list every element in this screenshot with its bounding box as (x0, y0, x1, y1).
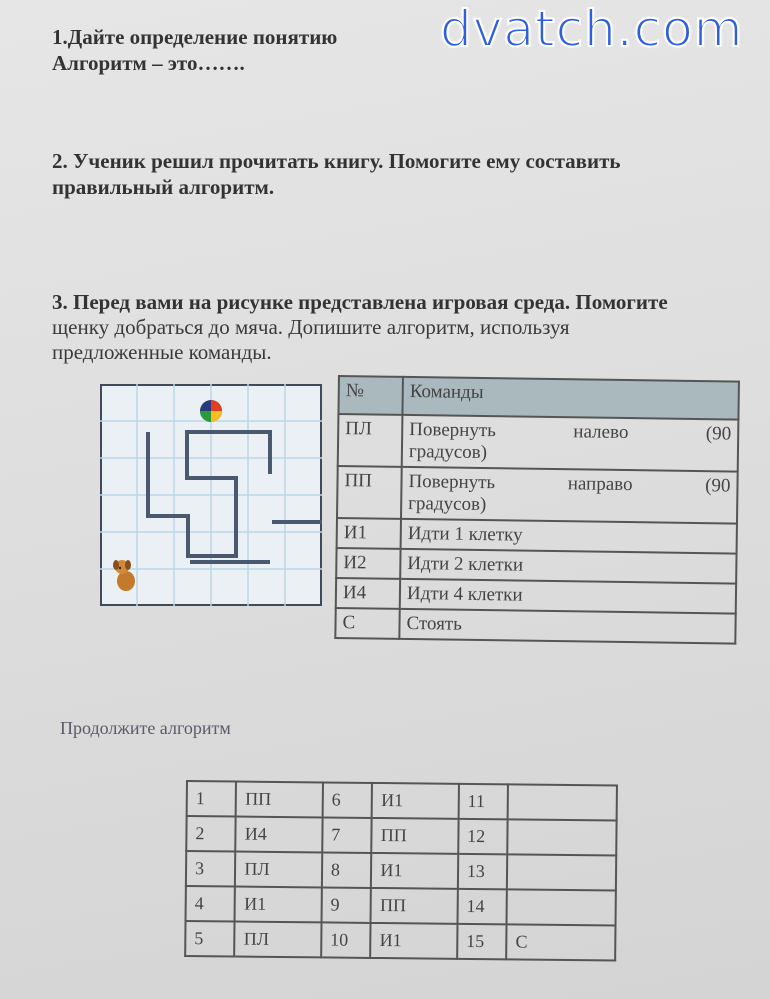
step-command: И1 (235, 887, 322, 923)
table-row (186, 816, 616, 856)
step-command: ПП (236, 782, 323, 818)
command-code: С (335, 608, 399, 639)
step-number: 1 (187, 781, 237, 817)
question-1 (52, 24, 452, 76)
command-code: И1 (337, 518, 401, 549)
step-number: 10 (321, 922, 371, 958)
command-code: И2 (336, 548, 400, 579)
step-number: 12 (458, 819, 508, 855)
step-number: 15 (457, 924, 507, 960)
step-command: ПЛ (235, 852, 322, 888)
step-command: ПП (372, 818, 459, 854)
command-description: Идти 1 клетку (401, 519, 737, 554)
command-description (402, 415, 739, 472)
table-row (187, 781, 617, 821)
maze-grid (100, 384, 322, 606)
command-word: Повернуть (409, 419, 497, 442)
step-command: И1 (371, 853, 458, 889)
step-number: 8 (322, 852, 372, 888)
question-3-line-1: 3. Перед вами на рисунке представлена игровая среда. Помогите (52, 290, 668, 314)
command-description: Идти 2 клетки (400, 549, 736, 584)
command-word: (90 (705, 475, 731, 497)
question-3 (52, 290, 752, 365)
step-command: ПЛ (235, 922, 322, 958)
table-row (337, 466, 738, 524)
table-row (335, 608, 735, 644)
step-number: 7 (322, 817, 372, 853)
header-number: № (338, 376, 403, 415)
command-word: налево (573, 421, 629, 444)
continue-algorithm-label: Продолжите алгоритм (60, 718, 231, 738)
step-command (507, 854, 616, 890)
question-2 (52, 148, 712, 200)
question-1-line-1: 1.Дайте определение понятию (52, 25, 338, 49)
step-number: 6 (323, 782, 373, 818)
command-description: Идти 4 клетки (400, 579, 736, 614)
question-2-line-1: 2. Ученик решил прочитать книгу. Помогите ему составить (52, 149, 621, 173)
step-command (507, 819, 616, 855)
command-word: (90 (705, 423, 732, 445)
command-word: направо (567, 473, 633, 496)
step-number: 2 (186, 816, 236, 852)
question-3-line-3: предложенные команды. (52, 340, 272, 364)
question-3-line-2: щенку добраться до мяча. Допишите алгоритм, используя (52, 315, 570, 339)
command-description: Стоять (399, 609, 735, 644)
question-1-line-2: Алгоритм – это……. (52, 51, 245, 75)
step-number: 5 (185, 921, 235, 957)
command-code: И4 (336, 578, 400, 609)
commands-table-header (338, 376, 738, 420)
commands-table (334, 375, 740, 645)
step-number: 3 (186, 851, 236, 887)
step-command (507, 889, 616, 925)
step-command: ПП (371, 888, 458, 924)
step-command: С (506, 924, 615, 960)
watermark: dvatch.com (440, 0, 744, 58)
command-description (401, 467, 738, 524)
ball-icon (200, 400, 222, 422)
header-commands: Команды (402, 377, 738, 420)
table-row (338, 414, 739, 472)
algorithm-table (184, 780, 618, 962)
table-row (185, 921, 615, 961)
step-number: 13 (458, 854, 508, 890)
step-number: 14 (457, 889, 507, 925)
question-2-line-2: правильный алгоритм. (52, 175, 275, 199)
step-command: И4 (236, 817, 323, 853)
table-row (186, 851, 616, 891)
step-command: И1 (372, 783, 459, 819)
step-command (508, 784, 617, 820)
step-command: И1 (370, 923, 457, 959)
step-number: 4 (186, 886, 236, 922)
step-number: 11 (458, 784, 508, 820)
command-word: Повернуть (408, 470, 496, 494)
command-code: ПП (337, 466, 402, 519)
table-row (186, 886, 616, 926)
command-word: градусов) (408, 492, 487, 516)
command-code: ПЛ (338, 414, 403, 467)
command-word: градусов) (408, 440, 488, 464)
step-number: 9 (321, 887, 371, 923)
